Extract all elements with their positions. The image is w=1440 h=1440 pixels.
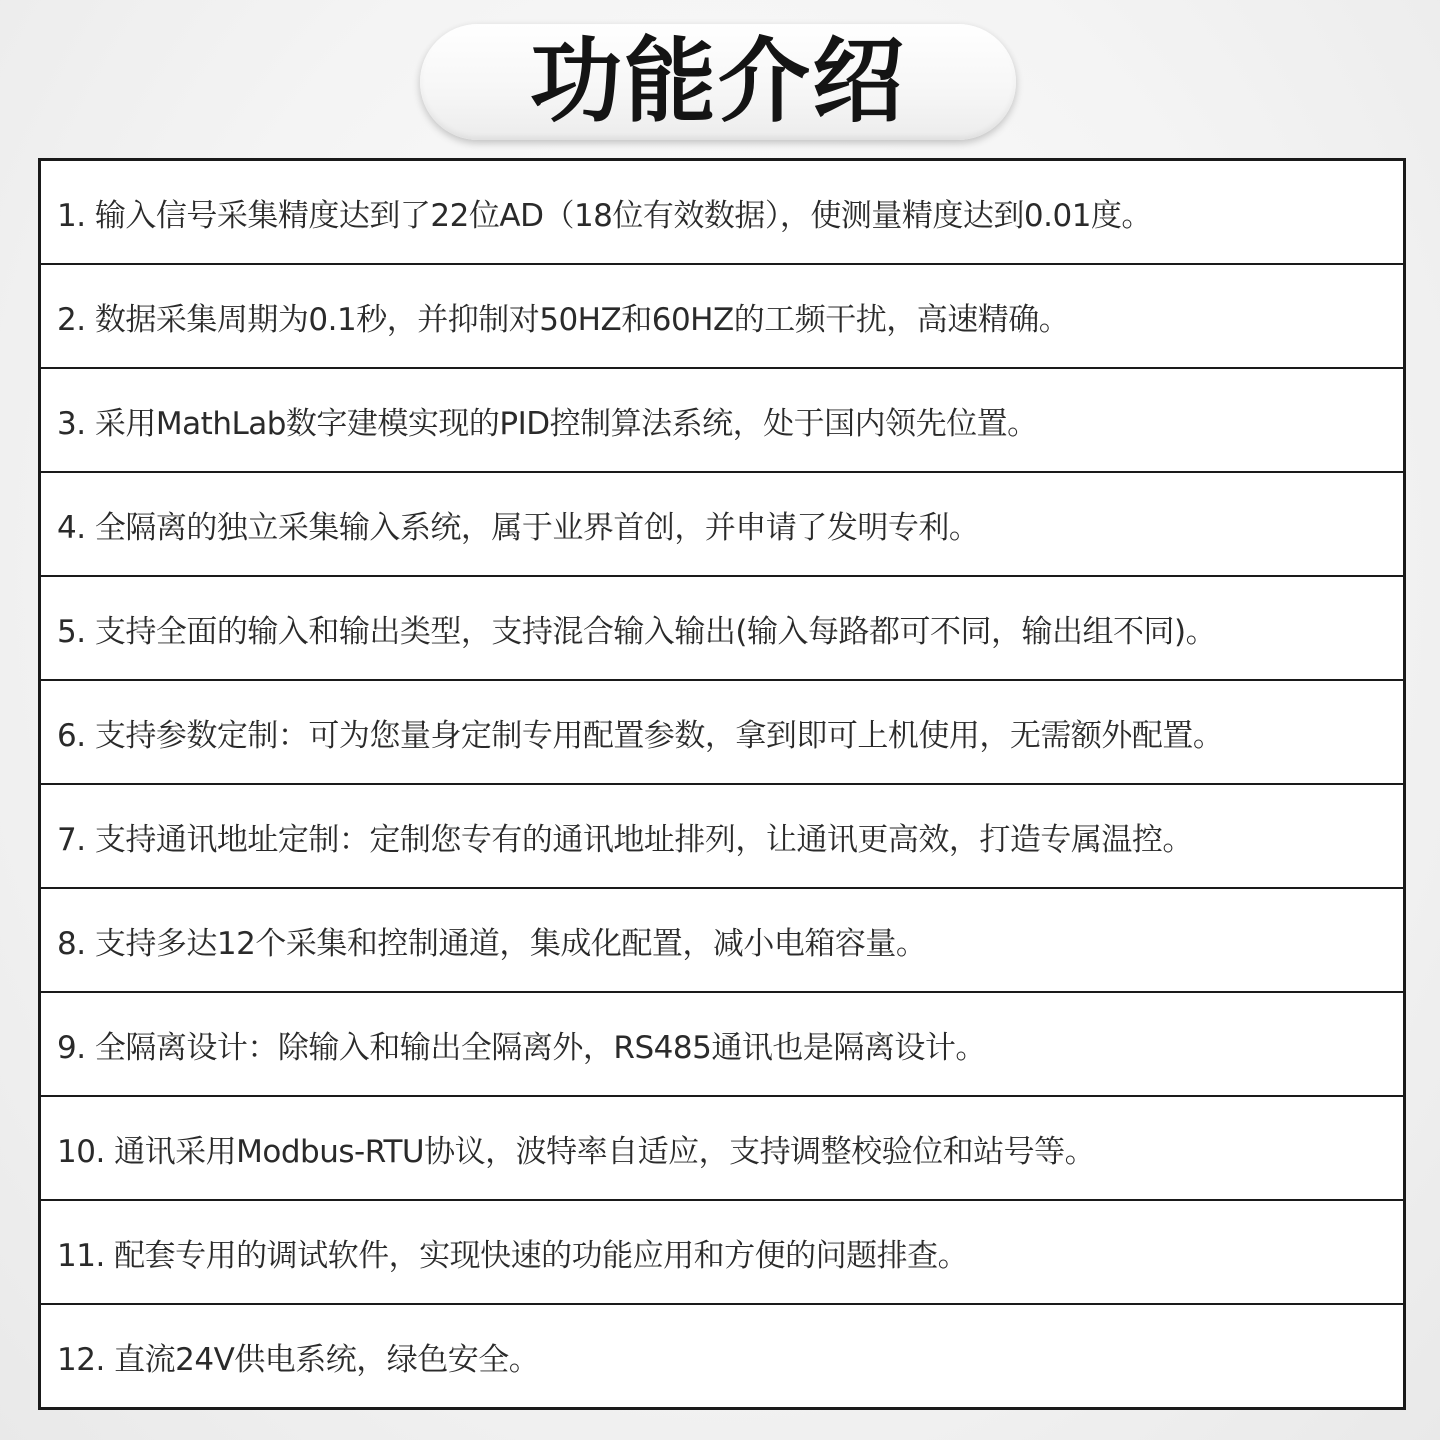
feature-text: 8. 支持多达12个采集和控制通道，集成化配置，减小电箱容量。	[57, 925, 927, 962]
feature-text: 6. 支持参数定制：可为您量身定制专用配置参数，拿到即可上机使用，无需额外配置。	[57, 717, 1224, 754]
feature-row-9	[41, 991, 1403, 1095]
feature-text: 4. 全隔离的独立采集输入系统，属于业界首创，并申请了发明专利。	[57, 509, 980, 546]
feature-row-4	[41, 471, 1403, 575]
feature-row-5	[41, 575, 1403, 679]
feature-text: 2. 数据采集周期为0.1秒，并抑制对50HZ和60HZ的工频干扰，高速精确。	[57, 301, 1070, 338]
page-title: 功能介绍	[529, 28, 906, 135]
feature-text: 1. 输入信号采集精度达到了22位AD（18位有效数据），使测量精度达到0.01度。	[57, 197, 1152, 234]
feature-text: 10. 通讯采用Modbus-RTU协议，波特率自适应，支持调整校验位和站号等。	[57, 1133, 1096, 1170]
feature-row-10	[41, 1095, 1403, 1199]
feature-row-12	[41, 1303, 1403, 1407]
feature-text: 5. 支持全面的输入和输出类型，支持混合输入输出(输入每路都可不同，输出组不同)。	[57, 613, 1217, 650]
feature-text: 7. 支持通讯地址定制：定制您专有的通讯地址排列，让通讯更高效，打造专属温控。	[57, 821, 1193, 858]
feature-text: 9. 全隔离设计：除输入和输出全隔离外，RS485通讯也是隔离设计。	[57, 1029, 986, 1066]
feature-row-3	[41, 367, 1403, 471]
feature-row-11	[41, 1199, 1403, 1303]
feature-text: 12. 直流24V供电系统，绿色安全。	[57, 1341, 540, 1378]
feature-row-2	[41, 263, 1403, 367]
feature-row-8	[41, 887, 1403, 991]
feature-row-1	[41, 161, 1403, 263]
feature-text: 3. 采用MathLab数字建模实现的PID控制算法系统，处于国内领先位置。	[57, 405, 1038, 442]
feature-row-6	[41, 679, 1403, 783]
feature-text: 11. 配套专用的调试软件，实现快速的功能应用和方便的问题排查。	[57, 1237, 969, 1274]
feature-row-7	[41, 783, 1403, 887]
feature-table	[38, 158, 1406, 1410]
title-banner	[420, 24, 1016, 140]
